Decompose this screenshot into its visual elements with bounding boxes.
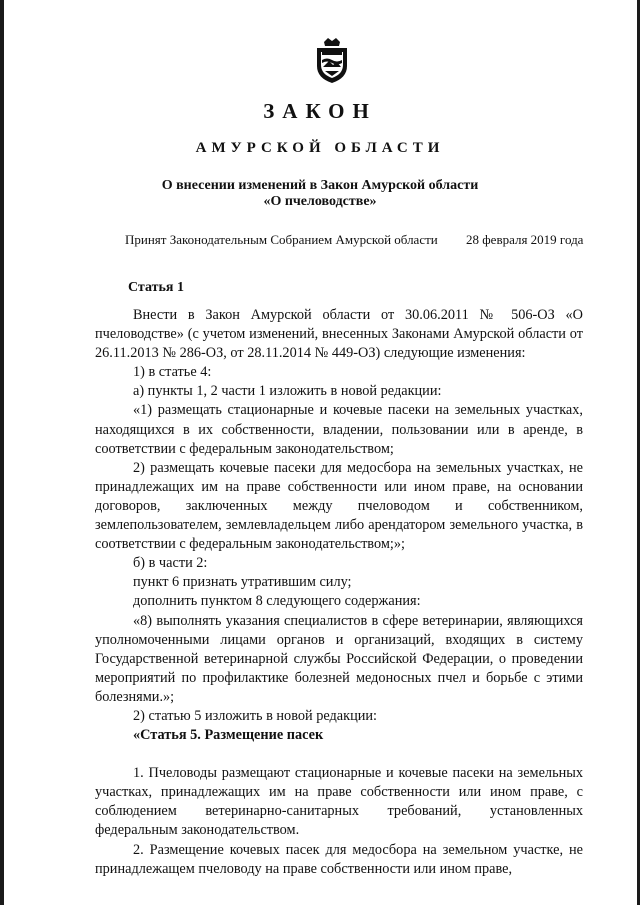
paragraph: а) пункты 1, 2 части 1 изложить в новой редакции: [133, 383, 442, 400]
law-title: ЗАКОН [263, 99, 377, 123]
adopted-by: Принят Законодательным Собранием Амурской области [125, 232, 438, 247]
paragraph: 2) статью 5 изложить в новой редакции: [133, 707, 378, 724]
law-subject-line2: «О пчеловодстве» [263, 194, 377, 209]
paragraph: «8) выполнять указания специалистов в сфере ветеринарии, являющихся уполномоченными лицами органов и организаций, входящих в систему Государственной ветеринарной службы Российской Федерации, о проведении мероприятий по профилактике болезней медоносных пчел и борьбе с этими болезнями.»; [95, 612, 583, 705]
coat-of-arms-icon [313, 36, 351, 84]
paragraph: «1) размещать стационарные и кочевые пасеки на земельных участках, находящихся в их собственности, владении, пользовании или в аренде, в соответствии с федеральным законодательством; [95, 402, 583, 457]
article-heading: Статья 1 [128, 280, 184, 295]
paragraph: пункт 6 признать утратившим силу; [133, 574, 352, 591]
paragraph: б) в части 2: [133, 555, 208, 572]
scan-edge-left [0, 0, 4, 905]
paragraph: дополнить пунктом 8 следующего содержания: [133, 593, 421, 610]
law-subject-line1: О внесении изменений в Закон Амурской области [161, 178, 479, 193]
adopted-date: 28 февраля 2019 года [466, 232, 584, 247]
article-body [95, 306, 583, 879]
paragraph: 2) размещать кочевые пасеки для медосбора на земельных участках, не принадлежащих им на праве собственности или ином праве, на основании договоров, заключенных между пчеловодом и собственником, землепользователем, землевладельцем либо арендатором земельного участка, в соответствии с федеральным законодательством;»; [95, 459, 583, 553]
law-subject [0, 178, 640, 210]
article-5-heading: «Статья 5. Размещение пасек [133, 727, 324, 744]
region-title: АМУРСКОЙ ОБЛАСТИ [195, 140, 445, 156]
paragraph: 2. Размещение кочевых пасек для медосбора на земельном участке, не принадлежащем пчеловоду на праве собственности или ином праве, [95, 841, 583, 877]
paragraph: 1) в статье 4: [133, 364, 212, 381]
paragraph: 1. Пчеловоды размещают стационарные и кочевые пасеки на земельных участках, принадлежащих им на праве собственности или ином праве, с соблюдением ветеринарно-санитарных требований, установленных федеральным законодательством. [95, 765, 583, 839]
paragraph: Внести в Закон Амурской области от 30.06.2011 № 506-ОЗ «О пчеловодстве» (с учетом изменений, внесенных Законами Амурской области от 26.11.2013 № 286-ОЗ, от 28.11.2014 № 449-ОЗ) следующие изменения: [95, 307, 583, 362]
